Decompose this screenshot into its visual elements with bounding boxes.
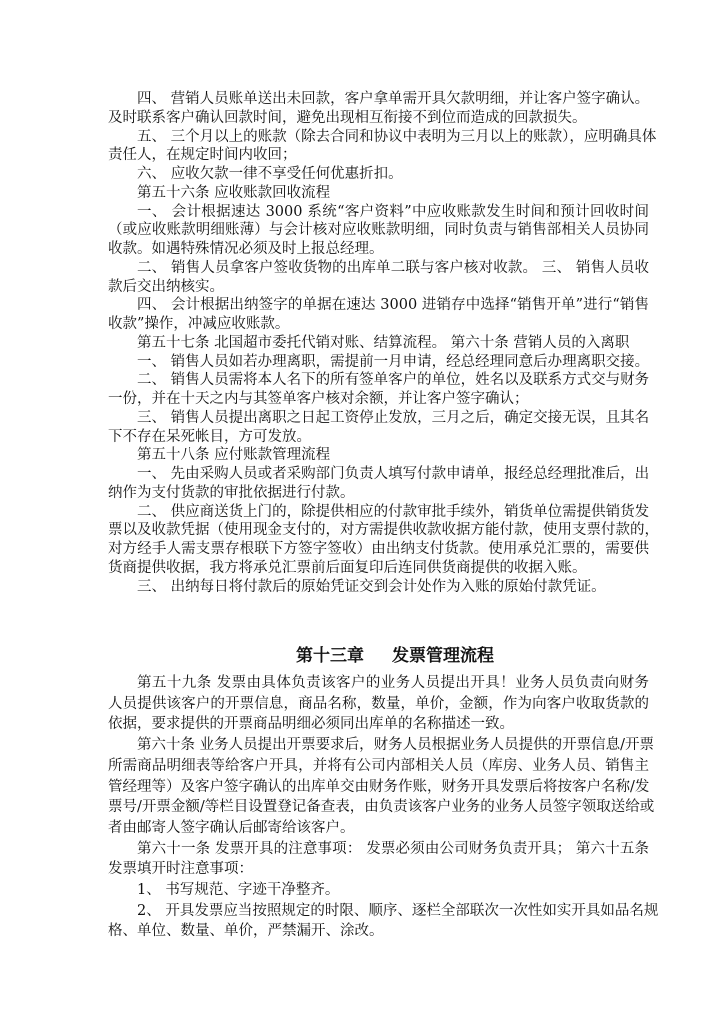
- text-line: 下不存在呆死帐目，方可发放。: [108, 428, 311, 445]
- text-line: 第六十条 业务人员提出开票要求后，财务人员根据业务人员提供的开票信息/开票: [137, 737, 654, 754]
- text-line: 收款。如遇特殊情况必须及时上报总经理。: [108, 241, 384, 257]
- paragraph: [108, 296, 649, 334]
- text-line: 三、 销售人员提出离职之日起工资停止发放，三月之后，确定交接无误，且其名: [137, 409, 650, 426]
- text-line: 人员提供该客户的开票信息，商品名称，数量，单价，金额，作为向客户收取货款的: [108, 695, 649, 712]
- text-line: 依据，要求提供的开票商品明细必须同出库单的名称描述一致。: [108, 716, 514, 733]
- paragraph: [108, 735, 655, 839]
- text-line: 四、 营销人员账单送出未回款，客户拿单需开具欠款明细，并让客户签字确认。: [137, 91, 650, 107]
- paragraph: [108, 259, 649, 297]
- body-section-receivables: [108, 90, 659, 596]
- text-line: 一、 销售人员如若办理离职，需提前一月申请，经总经理同意后办理离职交接。: [137, 353, 650, 370]
- text-line: 一份，并在十天之内与其签单客户核对余额，并让客户签字确认；: [108, 391, 529, 407]
- paragraph: [108, 203, 649, 259]
- paragraph: [108, 184, 649, 203]
- paragraph: [108, 353, 649, 372]
- text-line: 票以及收款凭据（使用现金支付的，对方需提供收款收据方能付款，使用支票付款的，: [108, 522, 659, 539]
- text-line: 及时联系客户确认回款时间，避免出现相互衔接不到位而造成的回款损失。: [108, 109, 587, 126]
- text-line: 管经理等）及客户签字确认的出库单交由财务作账，财务开具发票后将按客户名称/发: [108, 778, 650, 795]
- text-line: 2、 开具发票应当按照规定的时限、顺序、逐栏全部联次一次性如实开具如品名规: [137, 902, 659, 919]
- text-line: 货商提供收据，我方将承兑汇票前后面复印后连同供货商提供的收据入账。: [108, 559, 587, 576]
- text-line: （或应收账款明细账薄）与会计核对应收账款明细，同时负责与销售部相关人员协同: [108, 222, 649, 239]
- text-line: 第五十七条 北国超市委托代销对账、结算流程。 第六十条 营销人员的入离职: [137, 334, 630, 351]
- text-line: 五、 三个月以上的账款（除去合同和协议中表明为三月以上的账款），应明确具体: [137, 128, 657, 145]
- text-line: 者由邮寄人签字确认后邮寄给该客户。: [108, 819, 355, 836]
- text-line: 四、 会计根据出纳签字的单据在速达 3000 进销存中选择“销售开单”进行“销售: [137, 297, 649, 314]
- text-line: 第六十一条 发票开具的注意事项： 发票必须由公司财务负责开具； 第六十五条: [137, 840, 649, 857]
- paragraph: [108, 503, 659, 578]
- text-line: 责任人，在规定时间内收回；: [108, 147, 297, 164]
- text-line: 所需商品明细表等给客户开具，并将有公司内部相关人员（库房、业务人员、销售主: [108, 757, 649, 774]
- paragraph: [108, 901, 659, 942]
- chapter-heading: [0, 641, 720, 666]
- text-line: 二、 供应商送货上门的，除提供相应的付款审批手续外，销货单位需提供销货发: [137, 503, 650, 520]
- text-line: 三、 出纳每日将付款后的原始凭证交到会计处作为入账的原始付款凭证。: [137, 578, 606, 595]
- text-line: 对方经手人需支票存根联下方签字签收）由出纳支付货款。使用承兑汇票的，需要供: [108, 541, 649, 557]
- chapter-number: 第十三章: [296, 646, 364, 666]
- paragraph: [108, 165, 649, 184]
- paragraph: [108, 371, 649, 409]
- paragraph: [108, 446, 649, 465]
- text-line: 票号/开票金额/等栏目设置登记备查表，由负责该客户业务的业务人员签字领取送给或: [108, 799, 655, 816]
- text-line: 第五十八条 应付账款管理流程: [137, 447, 331, 464]
- text-line: 收款”操作，冲减应收账款。: [108, 316, 290, 332]
- text-line: 格、单位、数量、单价，严禁漏开、涂改。: [108, 923, 384, 940]
- paragraph: [108, 334, 649, 353]
- paragraph: [108, 578, 649, 597]
- paragraph: [108, 409, 649, 447]
- text-line: 一、 会计根据速达 3000 系统“客户资料”中应收账款发生时间和预计回收时间: [137, 203, 649, 220]
- text-line: 第五十六条 应收账款回收流程: [137, 184, 331, 201]
- paragraph: [108, 128, 657, 166]
- text-line: 纳作为支付货款的审批依据进行付款。: [108, 484, 355, 501]
- paragraph: [108, 90, 649, 128]
- paragraph: [108, 839, 649, 880]
- chapter-title: 发票管理流程: [392, 646, 494, 666]
- text-line: 发票填开时注意事项：: [108, 861, 253, 878]
- paragraph: [108, 673, 649, 735]
- text-line: 款后交出纳核实。: [108, 278, 224, 295]
- text-line: 六、 应收欠款一律不享受任何优惠折扣。: [137, 166, 403, 182]
- text-line: 二、 销售人员需将本人名下的所有签单客户的单位，姓名以及联系方式交与财务: [137, 372, 650, 389]
- text-line: 二、 销售人员拿客户签收货物的出库单二联与客户核对收款。 三、 销售人员收: [137, 259, 649, 276]
- paragraph: [108, 880, 649, 901]
- text-line: 第五十九条 发票由具体负责该客户的业务人员提出开具！业务人员负责向财务: [137, 675, 649, 691]
- text-line: 一、 先由采购人员或者采购部门负责人填写付款申请单，报经总经理批准后，出: [137, 466, 650, 482]
- text-line: 1、 书写规范、字迹干净整齐。: [137, 882, 340, 899]
- paragraph: [108, 465, 649, 503]
- body-section-invoices: [108, 673, 659, 942]
